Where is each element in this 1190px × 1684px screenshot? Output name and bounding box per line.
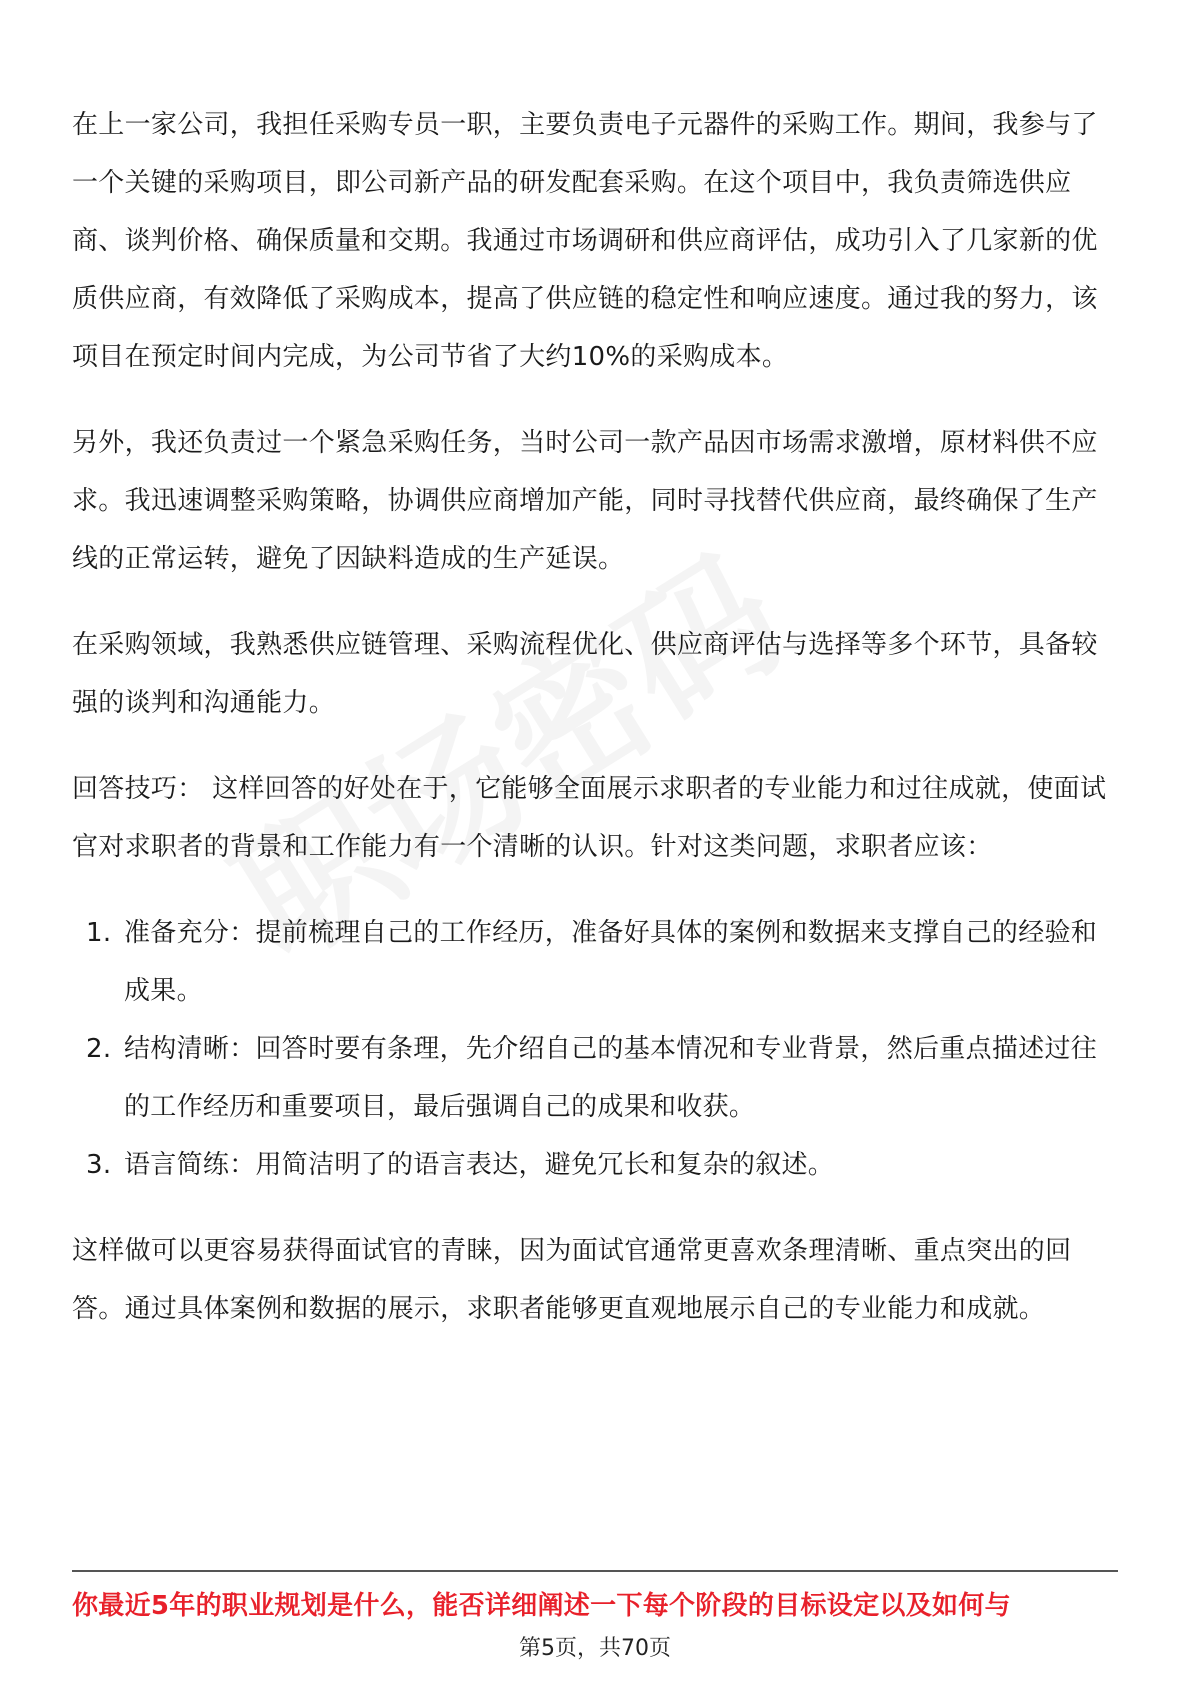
tips-list [72, 904, 1118, 1194]
list-item [72, 1136, 1118, 1194]
paragraph-skills: 在采购领域，我熟悉供应链管理、采购流程优化、供应商评估与选择等多个环节，具备较强的谈判和沟通能力。 [72, 630, 1098, 718]
list-item [72, 1020, 1118, 1136]
list-text: 结构清晰：回答时要有条理，先介绍自己的基本情况和专业背景，然后重点描述过往的工作经历和重要项目，最后强调自己的成果和收获。 [124, 1034, 1098, 1122]
list-number: 1. [86, 918, 112, 948]
list-number: 3. [86, 1150, 112, 1180]
list-text: 语言简练：用简洁明了的语言表达，避免冗长和复杂的叙述。 [124, 1150, 835, 1180]
paragraph-closing: 这样做可以更容易获得面试官的青睐，因为面试官通常更喜欢条理清晰、重点突出的回答。通过具体案例和数据的展示，求职者能够更直观地展示自己的专业能力和成就。 [72, 1236, 1072, 1324]
paragraph-urgent-task: 另外，我还负责过一个紧急采购任务，当时公司一款产品因市场需求激增，原材料供不应求。我迅速调整采购策略，协调供应商增加产能，同时寻找替代供应商，最终确保了生产线的正常运转，避免了因缺料造成的生产延误。 [72, 428, 1098, 574]
divider [72, 1570, 1118, 1572]
next-question-heading: 你最近5年的职业规划是什么，能否详细阐述一下每个阶段的目标设定以及如何与 [72, 1591, 1011, 1621]
list-text: 准备充分：提前梳理自己的工作经历，准备好具体的案例和数据来支撑自己的经验和成果。 [124, 918, 1098, 1006]
page-body [72, 96, 1118, 1338]
list-number: 2. [86, 1034, 112, 1064]
page-number: 第5页，共70页 [519, 1636, 671, 1661]
paragraph-answer-tips: 回答技巧： 这样回答的好处在于，它能够全面展示求职者的专业能力和过往成就，使面试官对求职者的背景和工作能力有一个清晰的认识。针对这类问题，求职者应该： [72, 774, 1107, 862]
list-item [72, 904, 1118, 1020]
paragraph-experience: 在上一家公司，我担任采购专员一职，主要负责电子元器件的采购工作。期间，我参与了一个关键的采购项目，即公司新产品的研发配套采购。在这个项目中，我负责筛选供应商、谈判价格、确保质量和交期。我通过市场调研和供应商评估，成功引入了几家新的优质供应商，有效降低了采购成本，提高了供应链的稳定性和响应速度。通过我的努力，该项目在预定时间内完成，为公司节省了大约10%的采购成本。 [72, 110, 1098, 372]
